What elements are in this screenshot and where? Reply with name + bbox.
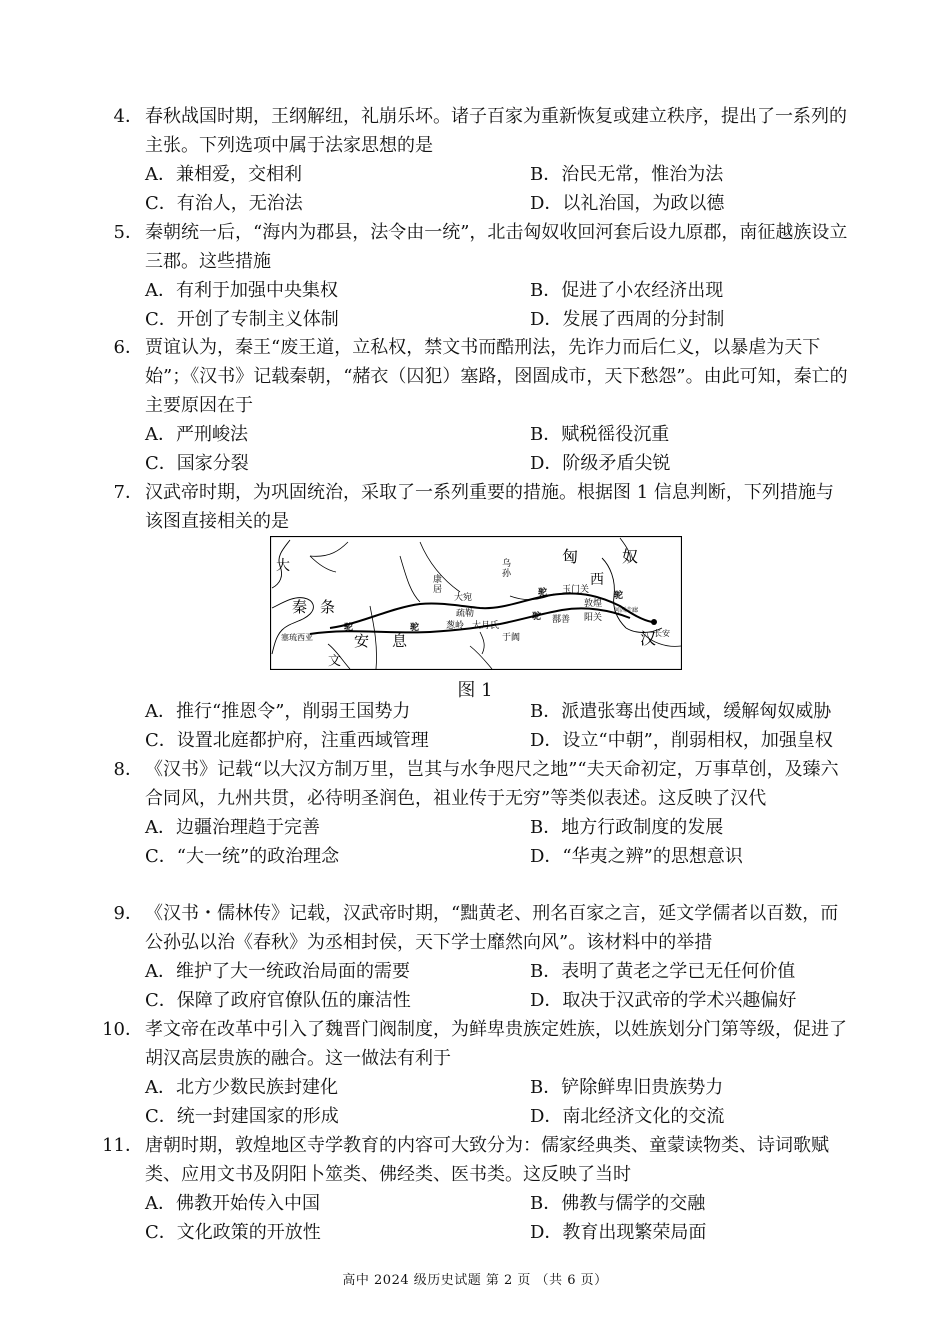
question-4 [0,102,950,218]
changan-marker [651,619,657,625]
question-text: 孝文帝在改革中引入了魏晋门阀制度，为鲜卑贵族定姓族，以姓族划分门第等级，促进了胡汉高层贵族的融合。这一做法有利于 [145,1019,847,1069]
option-b[interactable]: B．佛教与儒学的交融 [530,1193,706,1214]
option-c[interactable]: C．设置北庭都护府，注重西域管理 [145,730,429,751]
options [145,276,850,334]
question-stem [113,478,850,536]
options [145,1073,850,1131]
option-c[interactable]: C．保障了政府官僚队伍的廉洁性 [145,990,411,1011]
question-number: 6． [113,337,143,358]
option-d[interactable]: D．南北经济文化的交流 [530,1106,725,1127]
question-number: 10． [102,1019,143,1040]
option-b[interactable]: B．治民无常，惟治为法 [530,164,724,185]
question-7-options [0,697,950,755]
question-5 [0,218,950,334]
question-number: 11． [102,1135,143,1156]
label-hexi: 河西走廊 [614,607,639,614]
options [145,697,850,755]
question-stem [102,1015,850,1073]
question-text: 《汉书・儒林传》记载，汉武帝时期，“黜黄老、刑名百家之言，延文学儒者以百数，而公孙弘以治《春秋》为丞相封侯，天下学士靡然向风”。该材料中的举措 [145,903,839,953]
option-a[interactable]: A．佛教开始传入中国 [145,1193,320,1214]
option-c[interactable]: C．国家分裂 [145,453,249,474]
question-text: 贾谊认为，秦王“废王道，立私权，禁文书而酷刑法，先诈力而后仁义，以暴虐为天下始”；《汉书》记载秦朝，“赭衣（囚犯）塞路，囹圄成市，天下愁怨”。由此可知，秦亡的主要原因在于 [145,337,848,416]
label-xiongnu: 匈 [562,547,579,566]
camel-icon: 驼 [410,623,420,633]
option-a[interactable]: A．推行“推恩令”，削弱王国势力 [145,701,411,722]
silk-road-map [270,536,682,670]
label-anxi: 安 [354,632,370,650]
label-yutian: 于阗 [502,633,521,643]
question-number: 8． [113,759,143,780]
label-xiongnu: 奴 [622,547,639,566]
option-d[interactable]: D．以礼治国，为政以德 [530,193,725,214]
label-daqin: 大 [276,558,290,574]
question-number: 9． [113,903,143,924]
option-b[interactable]: B．表明了黄老之学已无任何价值 [530,961,796,982]
question-11 [0,1131,950,1247]
label-anxi: 息 [392,632,408,650]
question-stem [102,1131,850,1189]
label-dunhuang: 敦煌 [584,599,603,609]
question-stem [113,102,850,160]
question-stem [113,218,850,276]
question-stem [113,333,850,420]
option-a[interactable]: A．兼相爱，交相利 [145,164,302,185]
question-number: 5． [113,222,143,243]
question-10 [0,1015,950,1131]
label-wusun: 乌孙 [502,559,512,579]
option-d[interactable]: D．发展了西周的分封制 [530,309,725,330]
label-yumenguan: 玉门关 [562,585,590,595]
camel-icon: 驼 [614,591,624,601]
page-footer: 高中 2024 级历史试题 第 2 页 （共 6 页） [342,1273,608,1288]
option-c[interactable]: C．文化政策的开放性 [145,1222,321,1243]
option-d[interactable]: D．设立“中朝”，削弱相权，加强皇权 [530,730,833,751]
option-c[interactable]: C．“大一统”的政治理念 [145,846,340,867]
options [145,957,850,1015]
option-d[interactable]: D．阶级矛盾尖锐 [530,453,671,474]
question-text: 汉武帝时期，为巩固统治，采取了一系列重要的措施。根据图 1 信息判断，下列措施与该图直接相关的是 [145,482,834,532]
question-text: 唐朝时期，敦煌地区寺学教育的内容可大致分为：儒家经典类、童蒙读物类、诗词歌赋类、应用文书及阴阳卜筮类、佛经类、医书类。这反映了当时 [145,1135,829,1185]
label-shule: 疏勒 [456,609,475,619]
label-congling: 葱岭 [446,621,465,631]
question-8 [0,755,950,871]
question-number: 4． [113,106,143,127]
label-han: 汉 [640,629,657,648]
options [145,420,850,478]
question-stem [113,899,850,957]
option-a[interactable]: A．维护了大一统政治局面的需要 [145,961,410,982]
options [145,1189,850,1247]
question-text: 春秋战国时期，王纲解纽，礼崩乐坏。诸子百家为重新恢复或建立秩序，提出了一系列的主张。下列选项中属于法家思想的是 [145,106,847,156]
camel-icon: 驼 [538,588,548,598]
options [145,160,850,218]
option-b[interactable]: B．地方行政制度的发展 [530,817,724,838]
options [145,813,850,871]
option-c[interactable]: C．有治人，无治法 [145,193,303,214]
option-c[interactable]: C．统一封建国家的形成 [145,1106,339,1127]
question-number: 7． [113,482,143,503]
option-b[interactable]: B．派遣张骞出使西域，缓解匈奴威胁 [530,701,832,722]
option-a[interactable]: A．有利于加强中央集权 [145,280,338,301]
option-a[interactable]: A．北方少数民族封建化 [145,1077,338,1098]
question-stem [113,755,850,813]
option-b[interactable]: B．铲除鲜卑旧贵族势力 [530,1077,724,1098]
label-dawan: 大宛 [454,593,473,603]
question-text: 秦朝统一后，“海内为郡县，法令由一统”，北击匈奴收回河套后设九原郡，南征越族设立三郡。这些措施 [145,222,848,272]
camel-icon: 驼 [532,612,542,622]
label-changan: 长安 [654,629,670,638]
label-selucia: 塞琉西亚 [281,633,313,642]
label-shanshan: 鄯善 [552,615,571,625]
label-tiaozhi: 条 [320,598,336,616]
label-dayuezhi: 大月氏 [472,621,500,631]
option-a[interactable]: A．边疆治理趋于完善 [145,817,320,838]
option-b[interactable]: B．赋税徭役沉重 [530,424,670,445]
label-map: 文 [328,654,342,669]
option-b[interactable]: B．促进了小农经济出现 [530,280,724,301]
question-6 [0,333,950,478]
option-d[interactable]: D．取决于汉武帝的学术兴趣偏好 [530,990,797,1011]
question-text: 《汉书》记载“以大汉方制万里，岂其与水争咫尺之地”“夫天命初定，万事草创，及臻六合同风，九州共贯，必待明圣润色，祖业传于无穷”等类似表述。这反映了汉代 [145,759,839,809]
label-daqin: 秦 [292,598,308,616]
option-a[interactable]: A．严刑峻法 [145,424,248,445]
option-d[interactable]: D．教育出现繁荣局面 [530,1222,707,1243]
label-kangju: 康居 [433,575,443,595]
option-c[interactable]: C．开创了专制主义体制 [145,309,339,330]
question-7 [0,478,950,536]
figure-caption: 图 1 [457,680,493,701]
label-xiyu: 西 [590,572,604,588]
question-9 [0,899,950,1015]
option-d[interactable]: D．“华夷之辨”的思想意识 [530,846,743,867]
camel-icon: 驼 [344,623,354,633]
label-yangguan: 阳关 [584,613,603,623]
